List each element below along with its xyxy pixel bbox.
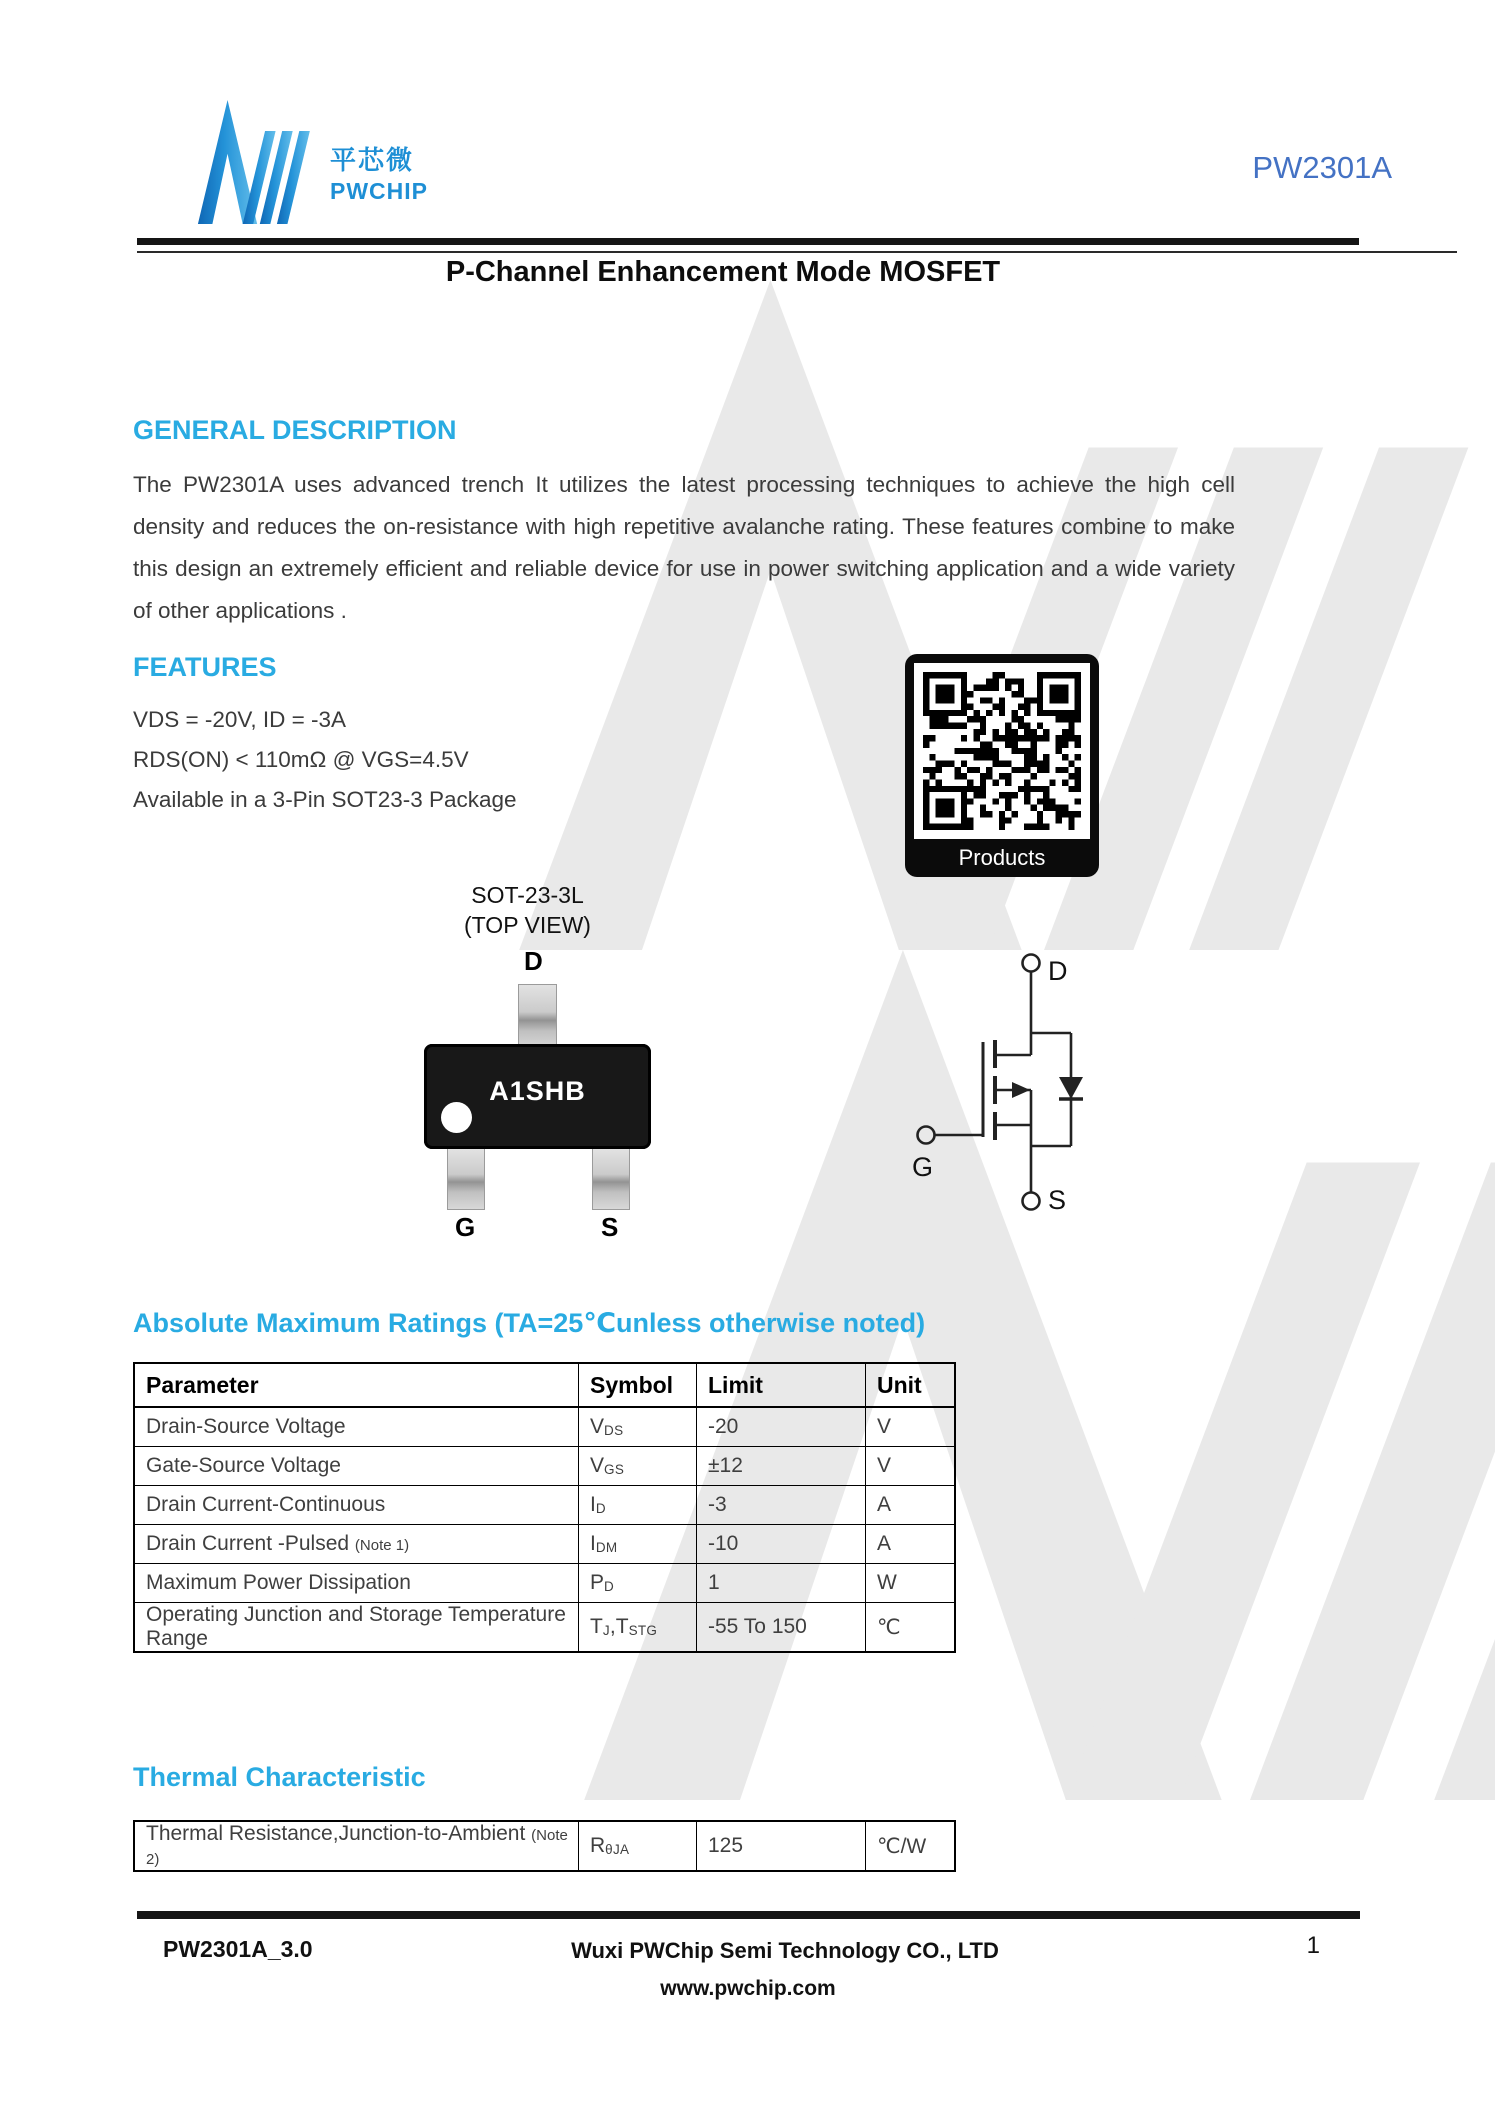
part-number: PW2301A <box>1252 150 1392 185</box>
mosfet-schematic <box>878 928 1128 1228</box>
general-description-body: The PW2301A uses advanced trench It utilizes the latest processing techniques to achieve the high cell density and reduces the on-resistance with high repetitive avalanche rating. These features combine to make this design an extremely efficient and reliable device for use in power switching application and a wide variety of other applications . <box>133 472 1235 623</box>
thermal-heading: Thermal Characteristic <box>133 1762 426 1792</box>
logo-name-en: PWCHIP <box>330 177 428 204</box>
doc-title: P-Channel Enhancement Mode MOSFET <box>445 256 1001 288</box>
feature-item: Available in a 3-Pin SOT23-3 Package <box>133 787 517 812</box>
parameter-cell: Drain Current-Continuous <box>134 1486 579 1525</box>
limit-cell: 125 <box>697 1821 866 1871</box>
limit-cell: -3 <box>697 1486 866 1525</box>
parameter-cell: Gate-Source Voltage <box>134 1447 579 1486</box>
note-ref: (Note 1) <box>354 1537 410 1554</box>
col-limit: Limit <box>697 1363 866 1407</box>
footer-page-number: 1 <box>1306 1932 1320 1959</box>
limit-cell: -55 To 150 <box>697 1603 866 1653</box>
parameter-cell: Maximum Power Dissipation <box>134 1564 579 1603</box>
abs-max-heading: Absolute Maximum Ratings (TA=25℃unless otherwise noted) <box>133 1308 926 1338</box>
package-title <box>395 880 660 940</box>
footer-website: www.pwchip.com <box>660 1977 836 2000</box>
unit-cell: A <box>866 1525 956 1564</box>
parameter-cell: Thermal Resistance,Junction-to-Ambient (Note 2) <box>134 1821 579 1871</box>
features-list <box>133 700 517 820</box>
col-symbol: Symbol <box>579 1363 697 1407</box>
limit-cell: ±12 <box>697 1447 866 1486</box>
logo-name-cn: 平芯微 <box>330 145 415 175</box>
body-diode-icon <box>1059 1077 1083 1099</box>
schematic-label-g: G <box>912 1152 934 1182</box>
table-row <box>134 1603 955 1653</box>
parameter-cell: Operating Junction and Storage Temperature Range <box>134 1603 579 1653</box>
table-row <box>134 1821 955 1871</box>
schematic-label-d: D <box>1048 956 1068 986</box>
unit-cell: A <box>866 1486 956 1525</box>
abs-max-table <box>133 1362 956 1653</box>
col-unit: Unit <box>866 1363 956 1407</box>
unit-cell: V <box>866 1447 956 1486</box>
package-marking: A1SHB <box>489 1076 586 1106</box>
header-rule-thick <box>137 238 1359 245</box>
parameter-cell: Drain Current -Pulsed (Note 1) <box>134 1525 579 1564</box>
package-pin-bottom-right <box>592 1148 630 1210</box>
feature-item: RDS(ON) < 110mΩ @ VGS=4.5V <box>133 747 469 772</box>
package-pin-bottom-left <box>447 1148 485 1210</box>
company-logo-icon <box>165 100 323 224</box>
symbol-cell: ID <box>579 1486 697 1525</box>
table-row <box>134 1486 955 1525</box>
symbol-cell: VDS <box>579 1407 697 1447</box>
limit-cell: -10 <box>697 1525 866 1564</box>
limit-cell: 1 <box>697 1564 866 1603</box>
thermal-table <box>133 1820 956 1872</box>
package-body <box>424 1044 651 1149</box>
schematic-label-s: S <box>1048 1185 1067 1215</box>
pin-label-s: S <box>601 1212 619 1242</box>
table-row <box>134 1564 955 1603</box>
symbol-cell: IDM <box>579 1525 697 1564</box>
general-description-heading: GENERAL DESCRIPTION <box>133 415 457 445</box>
company-logo-text <box>330 146 428 204</box>
symbol-cell: TJ,TSTG <box>579 1603 697 1653</box>
channel-arrow-icon <box>1012 1082 1030 1098</box>
table-row <box>134 1525 955 1564</box>
package-title-line2: (TOP VIEW) <box>464 912 591 938</box>
unit-cell: ℃ <box>866 1603 956 1653</box>
unit-cell: W <box>866 1564 956 1603</box>
symbol-cell: RθJA <box>579 1821 697 1871</box>
note-ref: (Note 2) <box>146 1827 568 1868</box>
pin-label-d: D <box>524 946 543 976</box>
footer-doc-version: PW2301A_3.0 <box>163 1936 313 1962</box>
package-title-line1: SOT-23-3L <box>471 882 584 908</box>
unit-cell: V <box>866 1407 956 1447</box>
table-row <box>134 1407 955 1447</box>
header-rule-thin <box>137 251 1457 253</box>
footer-rule <box>137 1911 1360 1919</box>
package-pin-top <box>518 984 557 1050</box>
symbol-cell: PD <box>579 1564 697 1603</box>
unit-cell: ℃/W <box>866 1821 956 1871</box>
table-row <box>134 1447 955 1486</box>
feature-item: VDS = -20V, ID = -3A <box>133 707 347 732</box>
pin-label-g: G <box>455 1212 476 1242</box>
col-parameter: Parameter <box>134 1363 579 1407</box>
qr-label: Products <box>958 845 1046 870</box>
limit-cell: -20 <box>697 1407 866 1447</box>
qr-code-icon <box>923 672 1081 830</box>
symbol-cell: VGS <box>579 1447 697 1486</box>
features-heading: FEATURES <box>133 652 277 682</box>
parameter-cell: Drain-Source Voltage <box>134 1407 579 1447</box>
footer-company: Wuxi PWChip Semi Technology CO., LTD <box>571 1938 999 1963</box>
qr-card <box>905 654 1099 877</box>
table-header-row <box>134 1363 955 1407</box>
qr-code-frame <box>914 663 1090 839</box>
